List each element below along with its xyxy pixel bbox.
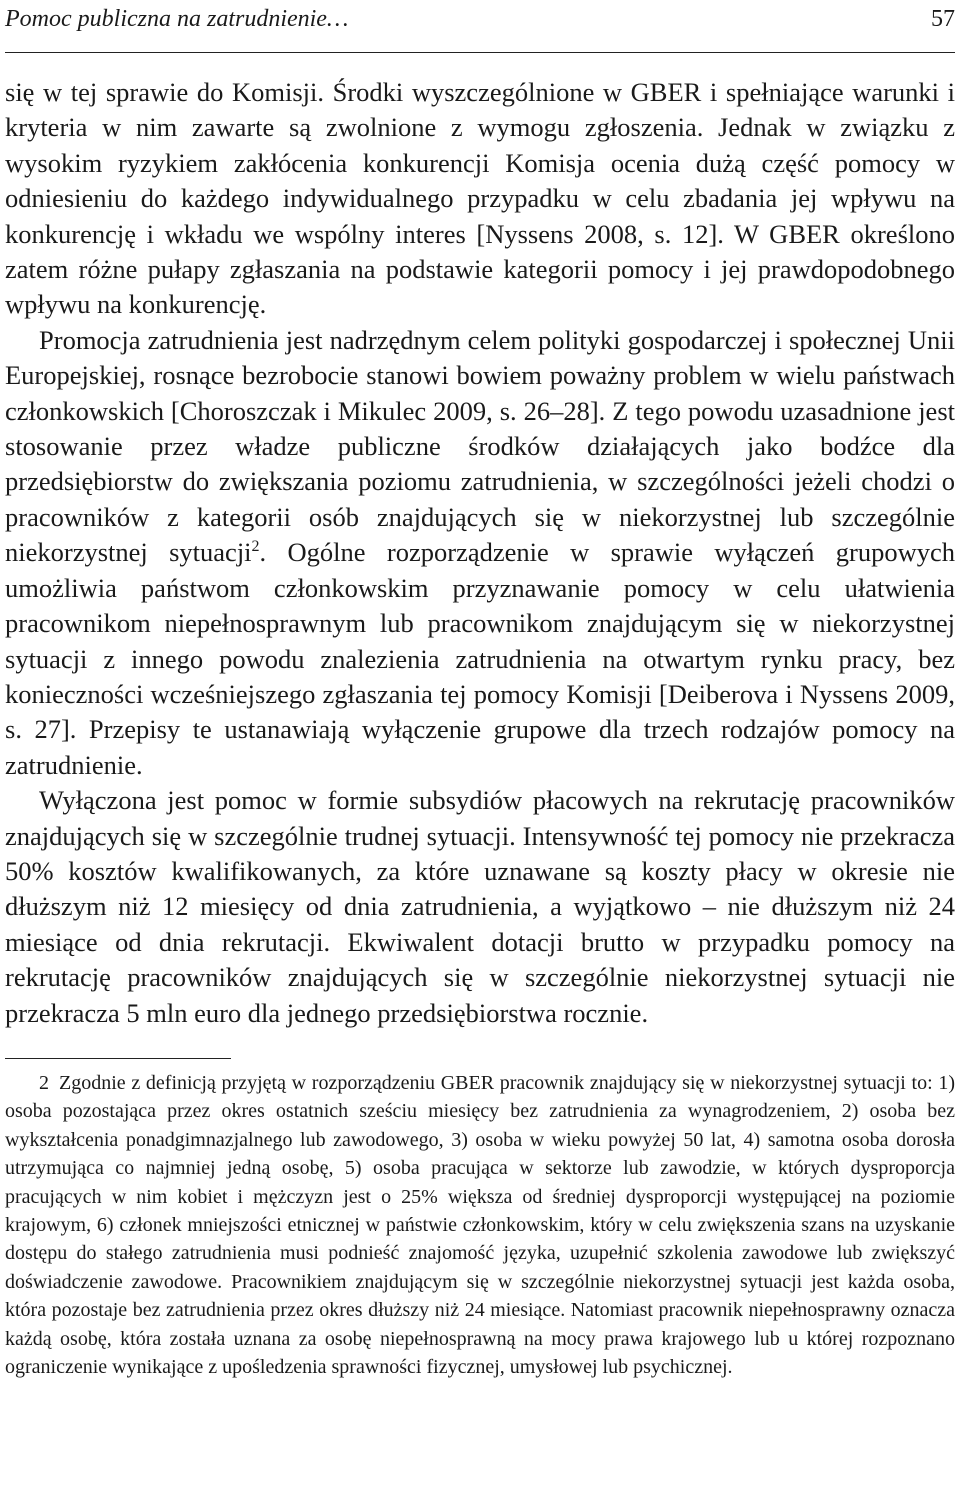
paragraph-2 — [5, 323, 955, 783]
document-page — [5, 0, 955, 1381]
paragraph-2-text-before-note: Promocja zatrudnienia jest nadrzędnym celem polityki gospodarczej i społecznej Unii Europejskiej, rosnące bezrobocie stanowi bowiem poważny problem w wielu państwach członkowskich [Choroszczak i Mikulec 2009, s. 26–28]. Z tego powodu uzasadnione jest stosowanie przez władze publiczne środków działających jako bodźce dla przedsiębiorstw do zwiększania poziomu zatrudnienia, w szczególności jeżeli chodzi o pracowników z kategorii osób znajdujących się w niekorzystnej lub szczególnie niekorzystnej sytuacji — [5, 324, 955, 568]
page-header — [5, 0, 955, 53]
footnote-divider — [5, 1058, 231, 1059]
paragraph-3: Wyłączona jest pomoc w formie subsydiów płacowych na rekrutację pracowników znajdujących się w szczególnie trudnej sytuacji. Intensywność tej pomocy nie przekracza 50% kosztów kwalifikowanych, za które uznawane są koszty płacy w okresie nie dłuższym niż 12 miesięcy od dnia zatrudnienia, a wyjątkowo – nie dłuższym niż 24 miesiące od dnia rekrutacji. Ekwiwalent dotacji brutto w przypadku pomocy na rekrutację pracowników znajdujących się w szczególnie niekorzystnej sytuacji nie przekracza 5 mln euro dla jednego przedsiębiorstwa rocznie. — [5, 785, 955, 1028]
footnote — [5, 1069, 955, 1381]
footnote-reference[interactable]: 2 — [251, 538, 260, 556]
paragraph-1: się w tej sprawie do Komisji. Środki wyszczególnione w GBER i spełniające warunki i kryteria w nim zawarte są zwolnione z wymogu zgłoszenia. Jednak w związku z wysokim ryzykiem zakłócenia konkurencji Komisja ocenia dużą część pomocy w odniesieniu do każdego indywidualnego przypadku w celu zbadania jej wpływu na konkurencję i wkładu we wspólny interes [Nyssens 2008, s. 12]. W GBER określono zatem różne pułapy zgłaszania na podstawie kategorii pomocy i jej prawdopodobnego wpływu na konkurencję. — [5, 77, 955, 320]
page-number: 57 — [931, 6, 955, 32]
body-text — [5, 75, 955, 1031]
footnote-text: Zgodnie z definicją przyjętą w rozporządzeniu GBER pracownik znajdujący się w niekorzystnej sytuacji to: 1) osoba pozostająca przez okres ostatnich sześciu miesięcy bez zatrudnienia za wynagrodzeniem, 2) osoba bez wykształcenia ponadgimnazjalnego lub zawodowego, 3) osoba w wieku powyżej 50 lat, 4) samotna osoba dorosła utrzymująca co najmniej jedną osobę, 5) osoba pracująca w sektorze lub zawodzie, w których dysproporcja pracujących w nim kobiet i mężczyzn jest o 25% większa od średniej dysproporcji występującej na poziomie krajowym, 6) członek mniejszości etnicznej w państwie członkowskim, który w celu zwiększenia szans na uzyskanie dostępu do stałego zatrudnienia musi podnieść znajomość języka, uzupełnić szkolenia zawodowe lub zwiększyć doświadczenie zawodowe. Pracownikiem znajdującym się w szczególnie niekorzystnej sytuacji jest każda osoba, która pozostaje bez zatrudnienia przez okres dłuższy niż 24 miesiące. Natomiast pracownik niepełnosprawny oznacza każdą osobę, która została uznana za osobę niepełnosprawną na mocy prawa krajowego lub u której rozpoznano ograniczenie wynikające z upośledzenia sprawności fizycznej, umysłowej lub psychicznej. — [5, 1071, 955, 1379]
footnote-number: 2 — [39, 1071, 49, 1094]
running-title: Pomoc publiczna na zatrudnienie… — [5, 6, 349, 32]
paragraph-2-text-after-note: . Ogólne rozporządzenie w sprawie wyłączeń grupowych umożliwia państwom członkowskim przyznawanie pomocy w celu ułatwienia pracownikom niepełnosprawnym lub pracownikom znajdującym się w niekorzystnej sytuacji z innego powodu znalezienia zatrudnienia na otwartym rynku pracy, bez konieczności wcześniejszego zgłaszania tej pomocy Komisji [Deiberova i Nyssens 2009, s. 27]. Przepisy te ustanawiają wyłączenie grupowe dla trzech rodzajów pomocy na zatrudnienie. — [5, 537, 955, 780]
